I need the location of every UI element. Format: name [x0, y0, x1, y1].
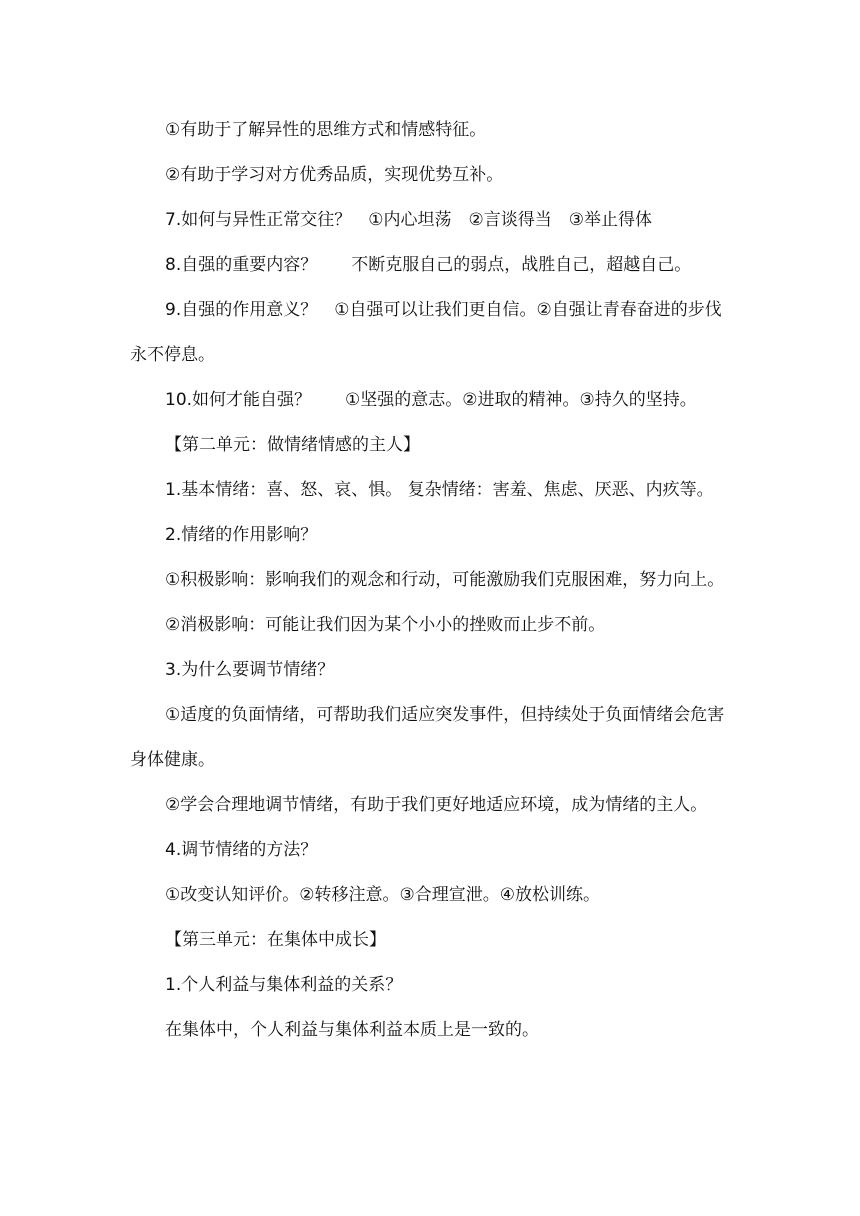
regulate-methods: ①改变认知评价。②转移注意。③合理宣泄。④放松训练。	[165, 885, 600, 905]
document-body	[130, 108, 730, 1053]
question-10: 10.如何才能自强？ ①坚强的意志。②进取的精神。③持久的坚持。	[165, 390, 697, 410]
unit-2-item-3: 3.为什么要调节情绪？	[165, 660, 335, 680]
paragraph-2: ②有助于学习对方优秀品质，实现优势互补。	[165, 165, 504, 185]
regulate-reason-1: ①适度的负面情绪，可帮助我们适应突发事件，但持续处于负面情绪会危害身体健康。	[130, 705, 725, 770]
positive-influence: ①积极影响：影响我们的观念和行动，可能激励我们克服困难，努力向上。	[165, 570, 725, 590]
unit-2-item-2: 2.情绪的作用影响？	[165, 525, 318, 545]
negative-influence: ②消极影响：可能让我们因为某个小小的挫败而止步不前。	[165, 615, 606, 635]
question-9: 9.自强的作用意义？ ①自强可以让我们更自信。②自强让青春奋进的步伐永不停息。	[130, 300, 722, 365]
paragraph-1: ①有助于了解异性的思维方式和情感特征。	[165, 120, 487, 140]
unit-3-answer-1: 在集体中，个人利益与集体利益本质上是一致的。	[165, 1020, 539, 1040]
regulate-reason-2: ②学会合理地调节情绪，有助于我们更好地适应环境，成为情绪的主人。	[165, 795, 708, 815]
question-7: 7.如何与异性正常交往？ ①内心坦荡 ②言谈得当 ③举止得体	[165, 210, 652, 230]
unit-2-heading: 【第二单元：做情绪情感的主人】	[165, 435, 420, 455]
unit-2-item-4: 4.调节情绪的方法？	[165, 840, 318, 860]
unit-2-item-1: 1.基本情绪：喜、怒、哀、惧。 复杂情绪：害羞、焦虑、厌恶、内疚等。	[165, 480, 714, 500]
unit-3-item-1: 1.个人利益与集体利益的关系？	[165, 975, 403, 995]
question-8: 8.自强的重要内容？ 不断克服自己的弱点，战胜自己，超越自己。	[165, 255, 692, 275]
unit-3-heading: 【第三单元：在集体中成长】	[165, 930, 386, 950]
